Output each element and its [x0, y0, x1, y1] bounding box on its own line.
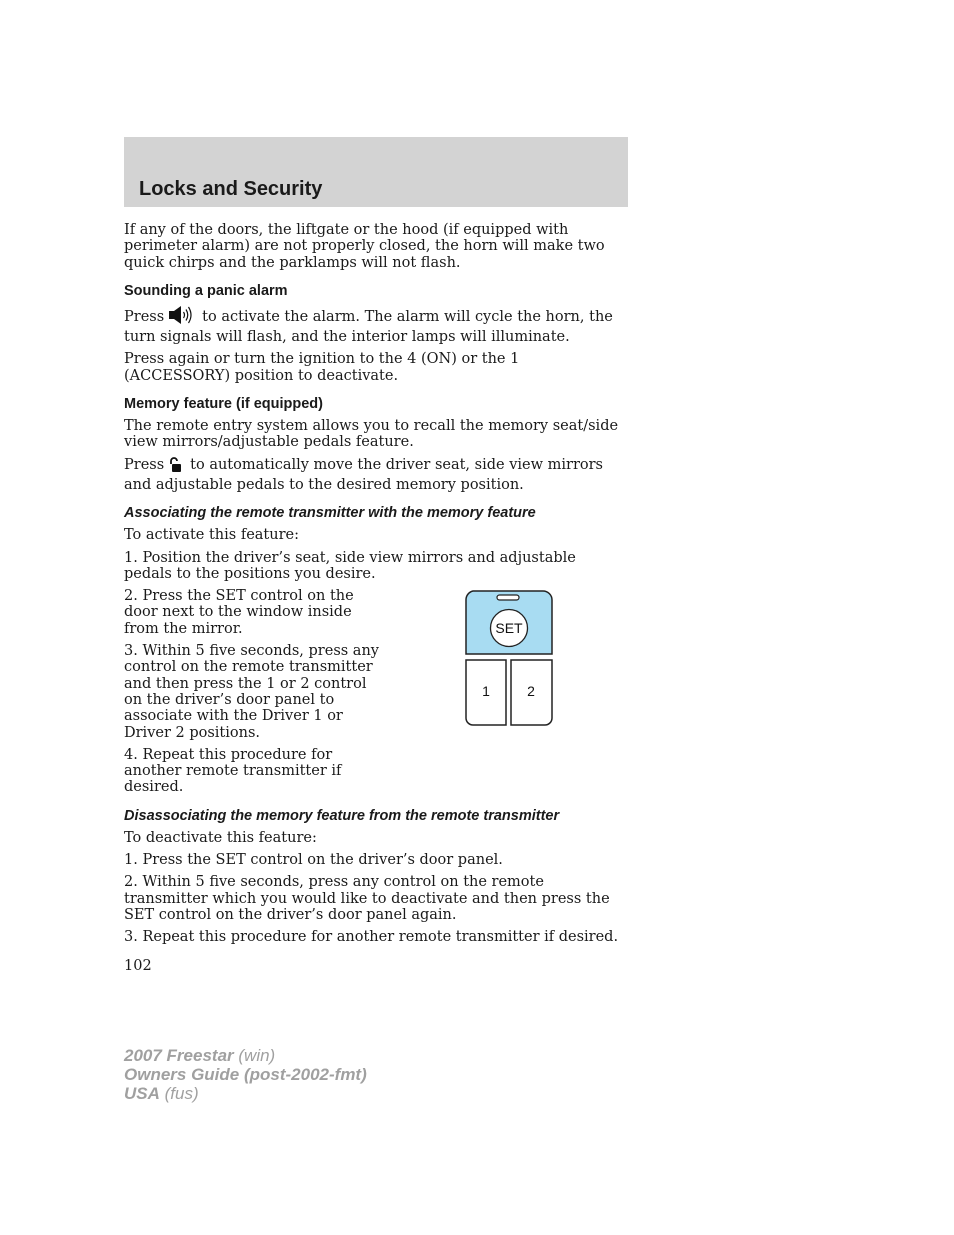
- disassociate-step-3: 3. Repeat this procedure for another remote transmitter if desired.: [124, 929, 619, 946]
- footer-line-3: [124, 1084, 367, 1103]
- memory-control-panel-figure: [464, 590, 554, 730]
- page-number: 102: [124, 957, 152, 974]
- memory-press-text: Press: [124, 456, 165, 473]
- panic-heading: Sounding a panic alarm: [124, 282, 288, 299]
- disassociate-step-1: 1. Press the SET control on the driver’s door panel.: [124, 852, 503, 869]
- panic-action-text: to activate the alarm. The alarm will cycle the horn, the turn signals will flash, and the interior lamps will illuminate.: [124, 308, 613, 346]
- footer-line-1: [124, 1046, 367, 1065]
- footer-model: 2007 Freestar: [124, 1046, 234, 1065]
- memory-paragraph-2: [124, 457, 628, 494]
- document-footer: [124, 1046, 367, 1103]
- memory-action-text: to automatically move the driver seat, side view mirrors and adjustable pedals to the desired memory position.: [124, 456, 603, 493]
- associate-step-1: 1. Position the driver’s seat, side view mirrors and adjustable pedals to the positions you desire.: [124, 549, 576, 582]
- associate-step-2: 2. Press the SET control on the door next to the window inside from the mirror.: [124, 588, 354, 637]
- footer-line-2: [124, 1065, 367, 1084]
- associate-step-4: 4. Repeat this procedure for another remote transmitter if desired.: [124, 746, 342, 796]
- footer-market-code: (fus): [164, 1084, 199, 1103]
- unlock-padlock-icon: [168, 457, 182, 477]
- footer-market: USA: [124, 1084, 160, 1103]
- section-header-band: [124, 137, 628, 207]
- page-content: [124, 222, 628, 980]
- indicator-light: [497, 595, 519, 600]
- associate-intro: To activate this feature:: [124, 527, 299, 544]
- set-button-label: SET: [495, 620, 523, 637]
- disassociate-intro: To deactivate this feature:: [124, 829, 317, 846]
- intro-paragraph: If any of the doors, the liftgate or the hood (if equipped with perimeter alarm) are not properly closed, the horn will make two quick chirps and the parklamps will not flash.: [124, 222, 605, 271]
- memory-button-2-label: 2: [527, 683, 535, 700]
- footer-guide: Owners Guide (post-2002-fmt): [124, 1065, 367, 1084]
- associate-steps-column: [124, 588, 386, 796]
- memory-heading: Memory feature (if equipped): [124, 396, 323, 413]
- panic-press-text: Press: [124, 308, 165, 325]
- panic-paragraph-2: Press again or turn the ignition to the 4 (ON) or the 1 (ACCESSORY) position to deactivate.: [124, 351, 520, 384]
- associate-heading: Associating the remote transmitter with the memory feature: [124, 505, 536, 522]
- memory-button-1-label: 1: [482, 683, 490, 700]
- associate-steps-with-figure: [124, 588, 628, 796]
- section-title: Locks and Security: [139, 178, 323, 200]
- memory-paragraph-1: The remote entry system allows you to recall the memory seat/side view mirrors/adjustable pedals feature.: [124, 418, 619, 451]
- panic-paragraph-1: [124, 305, 628, 346]
- disassociate-step-2: 2. Within 5 five seconds, press any control on the remote transmitter which you would like to deactivate and then press the SET control on the driver’s door panel again.: [124, 874, 610, 923]
- associate-step-3: 3. Within 5 five seconds, press any control on the remote transmitter and then press the 1 or 2 control on the driver’s door panel to associate with the Driver 1 or Driver 2 positions.: [124, 643, 379, 741]
- footer-model-code: (win): [238, 1046, 276, 1065]
- horn-speaker-icon: [168, 305, 194, 329]
- disassociate-heading: Disassociating the memory feature from the remote transmitter: [124, 807, 560, 824]
